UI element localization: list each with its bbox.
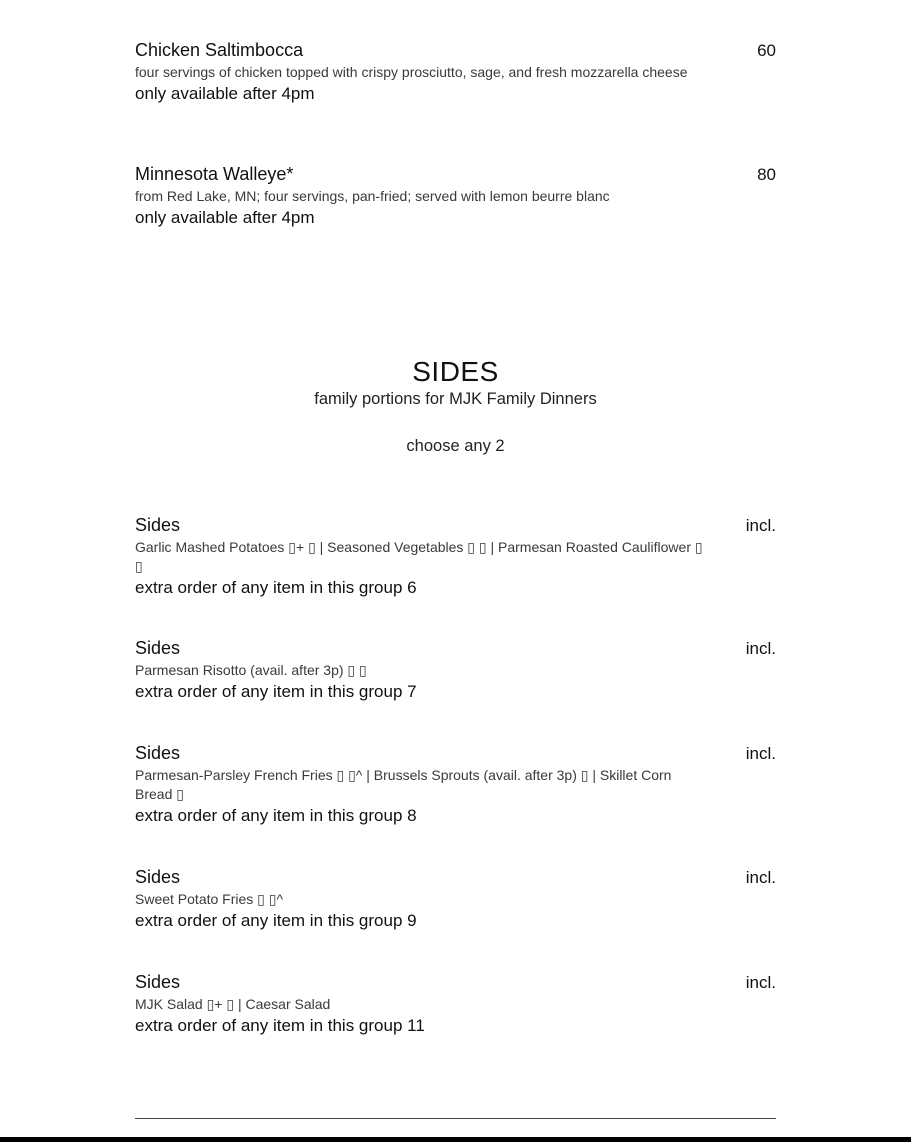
section-subtitle: family portions for MJK Family Dinners bbox=[314, 390, 597, 408]
item-name: Minnesota Walleye* bbox=[135, 164, 294, 184]
item-price: incl. bbox=[745, 516, 776, 535]
item-price: 60 bbox=[757, 41, 776, 60]
item-note: extra order of any item in this group 7 bbox=[135, 682, 417, 701]
item-note: extra order of any item in this group 6 bbox=[135, 578, 417, 597]
item-price: incl. bbox=[745, 973, 776, 992]
item-description: Parmesan Risotto (avail. after 3p) ▯ ▯ bbox=[135, 662, 367, 678]
item-price: incl. bbox=[745, 868, 776, 887]
item-note: extra order of any item in this group 11 bbox=[135, 1016, 425, 1035]
item-note: only available after 4pm bbox=[135, 208, 315, 227]
item-description: Sweet Potato Fries ▯ ▯^ bbox=[135, 891, 284, 907]
item-price: incl. bbox=[745, 639, 776, 658]
sides-group-3 bbox=[135, 741, 776, 827]
item-name: Sides bbox=[135, 867, 181, 887]
sides-group-2 bbox=[135, 636, 776, 703]
sides-group-5 bbox=[135, 970, 776, 1037]
section-title: SIDES bbox=[412, 356, 499, 387]
section-divider bbox=[135, 1118, 776, 1119]
item-description: Parmesan-Parsley French Fries ▯ ▯^ | Brussels Sprouts (avail. after 3p) ▯ | Skillet Corn Bread ▯ bbox=[135, 767, 672, 802]
item-price: 80 bbox=[757, 165, 776, 184]
page-bottom-bar bbox=[0, 1137, 911, 1142]
item-note: extra order of any item in this group 8 bbox=[135, 806, 417, 825]
item-name: Sides bbox=[135, 972, 181, 992]
item-name: Chicken Saltimbocca bbox=[135, 40, 304, 60]
item-note: only available after 4pm bbox=[135, 84, 315, 103]
item-name: Sides bbox=[135, 515, 181, 535]
menu-item-chicken-saltimbocca bbox=[135, 38, 776, 105]
item-description: four servings of chicken topped with crispy prosciutto, sage, and fresh mozzarella cheese bbox=[135, 64, 688, 80]
menu-item-minnesota-walleye bbox=[135, 162, 776, 229]
item-price: incl. bbox=[745, 744, 776, 763]
item-name: Sides bbox=[135, 638, 181, 658]
item-note: extra order of any item in this group 9 bbox=[135, 911, 417, 930]
item-name: Sides bbox=[135, 743, 181, 763]
sides-group-4 bbox=[135, 865, 776, 932]
sides-group-1 bbox=[135, 513, 776, 599]
section-instruction: choose any 2 bbox=[406, 437, 505, 455]
item-description: MJK Salad ▯+ ▯ | Caesar Salad bbox=[135, 996, 331, 1012]
item-description: from Red Lake, MN; four servings, pan-fried; served with lemon beurre blanc bbox=[135, 188, 610, 204]
item-description: Garlic Mashed Potatoes ▯+ ▯ | Seasoned Vegetables ▯ ▯ | Parmesan Roasted Cauliflower ▯ ▯ bbox=[135, 539, 703, 574]
